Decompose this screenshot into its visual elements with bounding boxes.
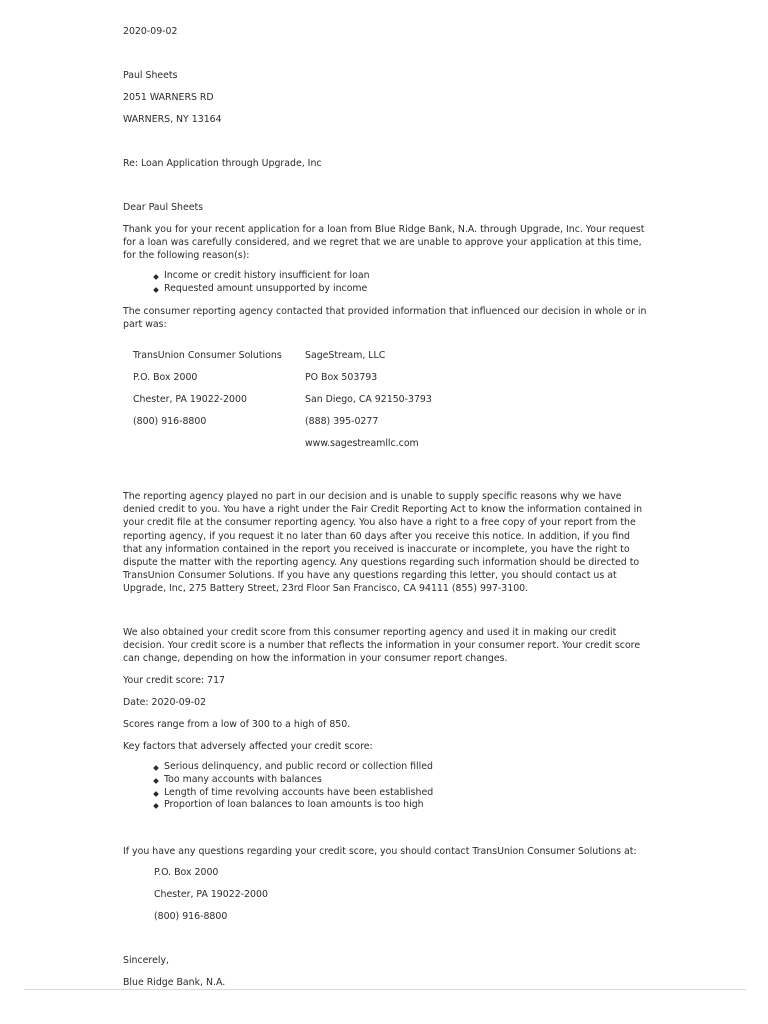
list-item: Income or credit history insufficient for loan — [153, 270, 370, 283]
letter-subject: Re: Loan Application through Upgrade, Inc — [123, 158, 322, 169]
agency-address2: San Diego, CA 92150-3793 — [305, 394, 432, 405]
signature: Blue Ridge Bank, N.A. — [123, 977, 226, 988]
score-range: Scores range from a low of 300 to a high of 850. — [123, 719, 351, 730]
bullet-icon — [153, 791, 159, 797]
salutation: Dear Paul Sheets — [123, 202, 204, 213]
recipient-address-line1: 2051 WARNERS RD — [123, 92, 214, 103]
agency-name: SageStream, LLC — [305, 350, 386, 361]
recipient-name: Paul Sheets — [123, 70, 178, 81]
rights-paragraph: The reporting agency played no part in our decision and is unable to supply specific reasons why we have denied credit to you. You have a right under the Fair Credit Reporting Act to know the information contained in your credit file at the consumer reporting agency. You also have a right to a free copy of your report from the reporting agency, if you request it no later than 60 days after you receive this notice. In addition, if you find that any information contained in the report you received is inaccurate or incomplete, you have the right to dispute the matter with the reporting agency. Any questions regarding such information should be directed to TransUnion Consumer Solutions. If you have any questions regarding this letter, you should contact us at Upgrade, Inc, 275 Battery Street, 23rd Floor San Francisco, CA 94111 (855) 997-3100. — [123, 491, 643, 595]
key-factors-list — [153, 761, 433, 812]
agency-name: TransUnion Consumer Solutions — [133, 350, 282, 361]
page-divider — [24, 989, 746, 990]
list-item: Too many accounts with balances — [153, 774, 433, 787]
bullet-icon — [153, 274, 159, 280]
agency-website: www.sagestreamllc.com — [305, 438, 419, 449]
contact-address2: Chester, PA 19022-2000 — [154, 889, 268, 900]
agency-phone: (800) 916-8800 — [133, 416, 207, 427]
agency-address1: PO Box 503793 — [305, 372, 378, 383]
reasons-list — [153, 270, 370, 296]
recipient-address-line2: WARNERS, NY 13164 — [123, 114, 222, 125]
agency-address1: P.O. Box 2000 — [133, 372, 198, 383]
score-paragraph: We also obtained your credit score from this consumer reporting agency and used it in making our credit decision. Your credit score is a number that reflects the information in your consumer report. Your credit score can change, depending on how the information in your consumer report changes. — [123, 627, 641, 665]
bullet-icon — [153, 287, 159, 293]
closing: Sincerely, — [123, 955, 169, 966]
bullet-icon — [153, 778, 159, 784]
questions-line: If you have any questions regarding your credit score, you should contact TransUnion Consumer Solutions at: — [123, 846, 637, 857]
key-factors-heading: Key factors that adversely affected your credit score: — [123, 741, 373, 752]
score-date: Date: 2020-09-02 — [123, 697, 207, 708]
list-item: Proportion of loan balances to loan amounts is too high — [153, 799, 433, 812]
contact-address1: P.O. Box 2000 — [154, 867, 219, 878]
intro-paragraph: Thank you for your recent application for a loan from Blue Ridge Bank, N.A. through Upgrade, Inc. Your request for a loan was carefully considered, and we regret that we are unable to approve your application at this time, for the following reason(s): — [123, 224, 645, 262]
agency-intro: The consumer reporting agency contacted that provided information that influenced our decision in whole or in part was: — [123, 306, 647, 331]
bullet-icon — [153, 765, 159, 771]
agency-address2: Chester, PA 19022-2000 — [133, 394, 247, 405]
agency-phone: (888) 395-0277 — [305, 416, 379, 427]
contact-phone: (800) 916-8800 — [154, 911, 228, 922]
list-item: Requested amount unsupported by income — [153, 283, 370, 296]
bullet-icon — [153, 804, 159, 810]
list-item: Serious delinquency, and public record or collection filled — [153, 761, 433, 774]
credit-score: Your credit score: 717 — [123, 675, 225, 686]
letter-date: 2020-09-02 — [123, 26, 178, 37]
list-item: Length of time revolving accounts have been established — [153, 787, 433, 800]
